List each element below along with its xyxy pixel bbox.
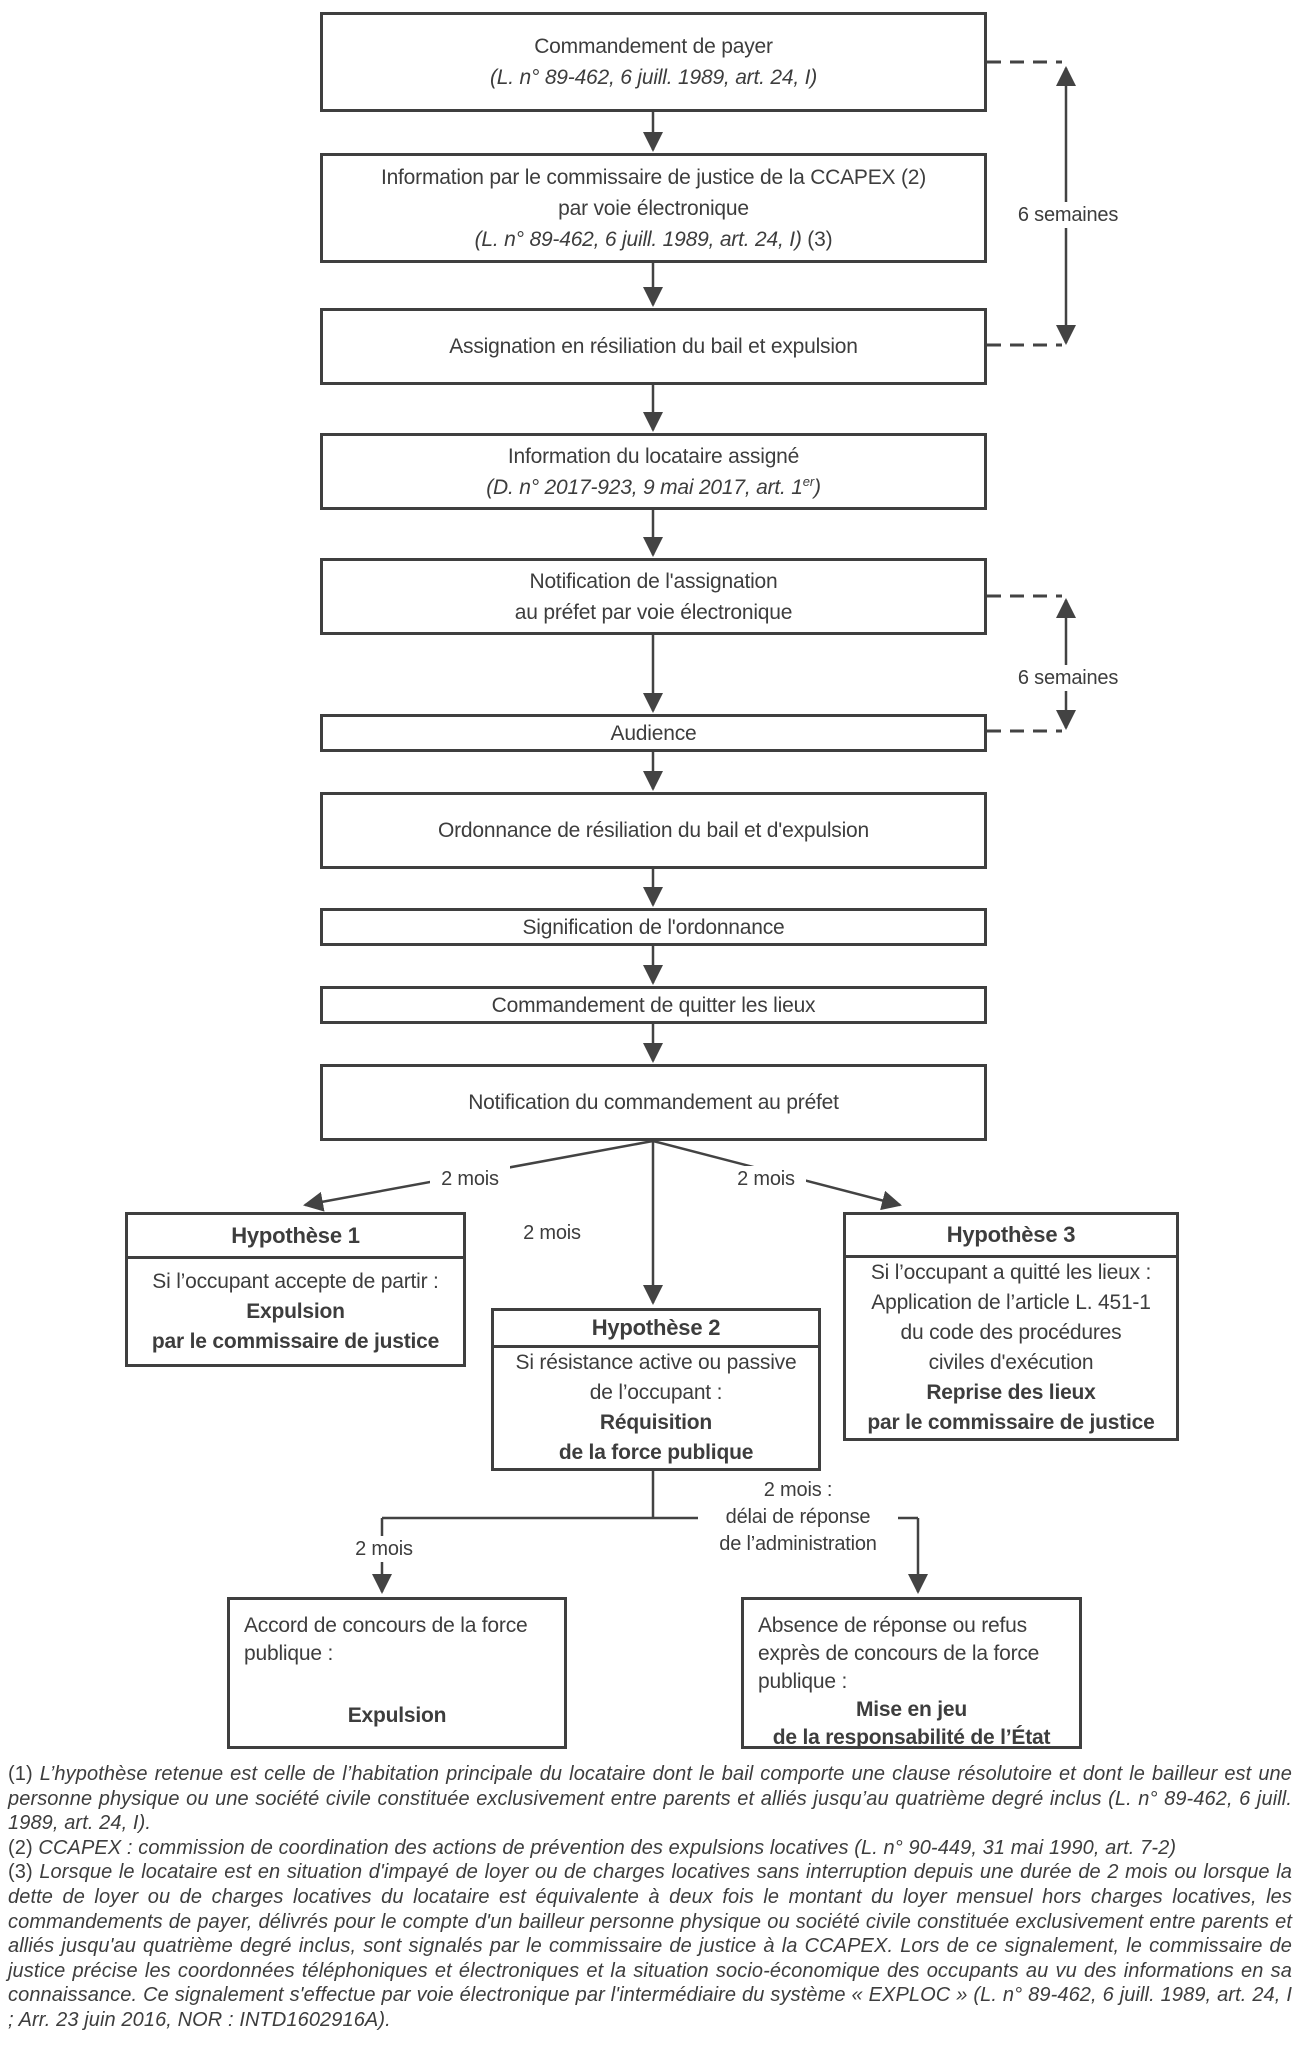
box-text-bold: par le commissaire de justice (867, 1411, 1155, 1434)
box-text: Information du locataire assigné (507, 444, 800, 468)
footnote-1 (8, 1762, 1292, 1836)
flow-box-information-ccapex (320, 153, 987, 263)
flow-box-audience (320, 714, 987, 752)
legal-ref-italic: (L. n° 89-462, 6 juill. 1989, art. 24, I) (474, 227, 802, 251)
duration-label-2-mois-bottom-left: 2 mois (344, 1536, 424, 1562)
box-text: Accord de concours de la force (244, 1614, 528, 1637)
hypothese-2-box (491, 1308, 821, 1471)
duration-label-6-semaines-2: 6 semaines (1003, 665, 1133, 691)
box-text-bold: de la force publique (558, 1441, 754, 1464)
box-text: Audience (610, 721, 697, 745)
legal-ref-pre: (D. n° 2017-923, 9 mai 2017, art. 1 (486, 475, 803, 499)
box-text: Signification de l'ordonnance (522, 915, 785, 939)
box-text: Si résistance active ou passive (515, 1351, 797, 1374)
box-text: Ordonnance de résiliation du bail et d'expulsion (437, 819, 870, 842)
legal-ref-note: (3) (801, 227, 833, 251)
delai-line: 2 mois : (763, 1479, 833, 1501)
box-text-bold: Reprise des lieux (926, 1381, 1096, 1404)
box-legal-ref (475, 224, 833, 255)
box-text: Assignation en résiliation du bail et expulsion (449, 335, 858, 358)
duration-label-delai-reponse (698, 1477, 898, 1558)
flow-box-notification-commandement (320, 1064, 987, 1141)
hypothese-1-body (128, 1259, 463, 1364)
hypothese-2-body (494, 1348, 818, 1468)
footnote-1-number: (1) (8, 1763, 33, 1785)
footnote-2-number: (2) (8, 1836, 33, 1859)
duration-label-6-semaines-1: 6 semaines (1003, 202, 1133, 228)
box-text-bold: Expulsion (246, 1300, 345, 1323)
flow-box-notification-assignation (320, 558, 987, 635)
box-text-bold: par le commissaire de justice (151, 1330, 440, 1353)
delai-line: de l’administration (719, 1533, 877, 1555)
footnote-3 (8, 1860, 1292, 2032)
flow-box-signification (320, 908, 987, 946)
footnotes (8, 1762, 1292, 2033)
box-text: au préfet par voie électronique (514, 600, 793, 624)
box-text: Notification de l'assignation (529, 569, 778, 593)
box-text: Si l’occupant accepte de partir : (152, 1270, 439, 1293)
box-legal-ref (486, 472, 821, 503)
box-legal-ref: (L. n° 89-462, 6 juill. 1989, art. 24, I) (489, 66, 818, 89)
box-text: Information par le commissaire de justice de la CCAPEX (2) (380, 165, 927, 189)
flow-box-information-locataire (320, 433, 987, 510)
box-text: Absence de réponse ou refus (758, 1614, 1027, 1637)
hypothese-2-title: Hypothèse 2 (494, 1311, 818, 1348)
delai-line: délai de réponse (725, 1506, 871, 1528)
box-text: par voie électronique (558, 196, 749, 220)
legal-ref-post: ) (813, 475, 821, 499)
footnote-2-text: CCAPEX : commission de coordination des actions de prévention des expulsions locatives (L. n° 90-449, 31 mai 1990, art. 7-2) (38, 1836, 1177, 1859)
box-text-bold: Réquisition (599, 1411, 713, 1434)
hypothese-1-title: Hypothèse 1 (128, 1215, 463, 1259)
box-text-bold: Mise en jeu (855, 1698, 967, 1721)
box-text: Commandement de payer (534, 35, 773, 58)
box-text-bold: Expulsion (347, 1704, 447, 1727)
legal-ref-sup: er (802, 473, 814, 489)
flow-box-assignation (320, 308, 987, 385)
box-text: Si l’occupant a quitté les lieux : (870, 1261, 1152, 1284)
footnote-1-text: L’hypothèse retenue est celle de l’habitation principale du locataire dont le bail comporte une clause résolutoire et dont le bailleur est une personne physique ou une société civile constituée exclusivement entre parents et alliés jusqu’au quatrième degré inclus (L. n° 89-462, 6 juill. 1989, art. 24, I). (8, 1763, 1292, 1835)
footnote-3-text: Lorsque le locataire est en situation d'impayé de loyer ou de charges locatives sans interruption depuis une durée de 2 mois ou lorsque la dette de loyer ou de charges locatives du locataire est équivalente à deux fois le montant du loyer mensuel hors charges locatives, les commandements de payer, délivrés pour le compte d'un bailleur personne physique ou société civile constituée exclusivement entre parents et alliés jusqu'au quatrième degré inclus, sont signalés par le commissaire de justice à la CCAPEX. Lors de ce signalement, le commissaire de justice précise les coordonnées téléphoniques et électroniques et la situation socio-économique des occupants au vu des informations en sa connaissance. Ce signalement s'effectue par voie électronique par l'intermédiaire du système « EXPLOC » (L. n° 89-462, 6 juill. 1989, art. 24, I ; Arr. 23 juin 2016, NOR : INTD1602916A). (8, 1861, 1292, 2031)
hypothese-3-title: Hypothèse 3 (846, 1215, 1176, 1258)
footnote-2 (8, 1836, 1292, 1861)
duration-label-2-mois-left: 2 mois (430, 1166, 510, 1192)
box-text: Commandement de quitter les lieux (491, 993, 816, 1017)
footnote-3-number: (3) (8, 1861, 33, 1884)
box-text: de l’occupant : (589, 1381, 723, 1404)
flow-box-commandement-de-payer (320, 12, 987, 112)
flow-box-ordonnance (320, 792, 987, 869)
outcome-accord-box (227, 1597, 567, 1749)
box-text-bold: de la responsabilité de l’État (772, 1726, 1051, 1749)
box-text: du code des procédures (900, 1321, 1122, 1344)
duration-label-2-mois-middle: 2 mois (512, 1220, 592, 1246)
hypothese-1-box (125, 1212, 466, 1367)
box-text: Application de l’article L. 451-1 (871, 1291, 1151, 1314)
box-text: publique : (244, 1642, 334, 1665)
box-text: publique : (758, 1670, 848, 1693)
hypothese-3-body (846, 1258, 1176, 1438)
flow-box-commandement-quitter (320, 986, 987, 1024)
box-text: exprès de concours de la force (758, 1642, 1040, 1665)
hypothese-3-box (843, 1212, 1179, 1441)
outcome-absence-box (741, 1597, 1082, 1749)
duration-label-2-mois-right: 2 mois (726, 1166, 806, 1192)
box-text: civiles d'exécution (928, 1351, 1094, 1374)
box-text: Notification du commandement au préfet (468, 1091, 839, 1114)
